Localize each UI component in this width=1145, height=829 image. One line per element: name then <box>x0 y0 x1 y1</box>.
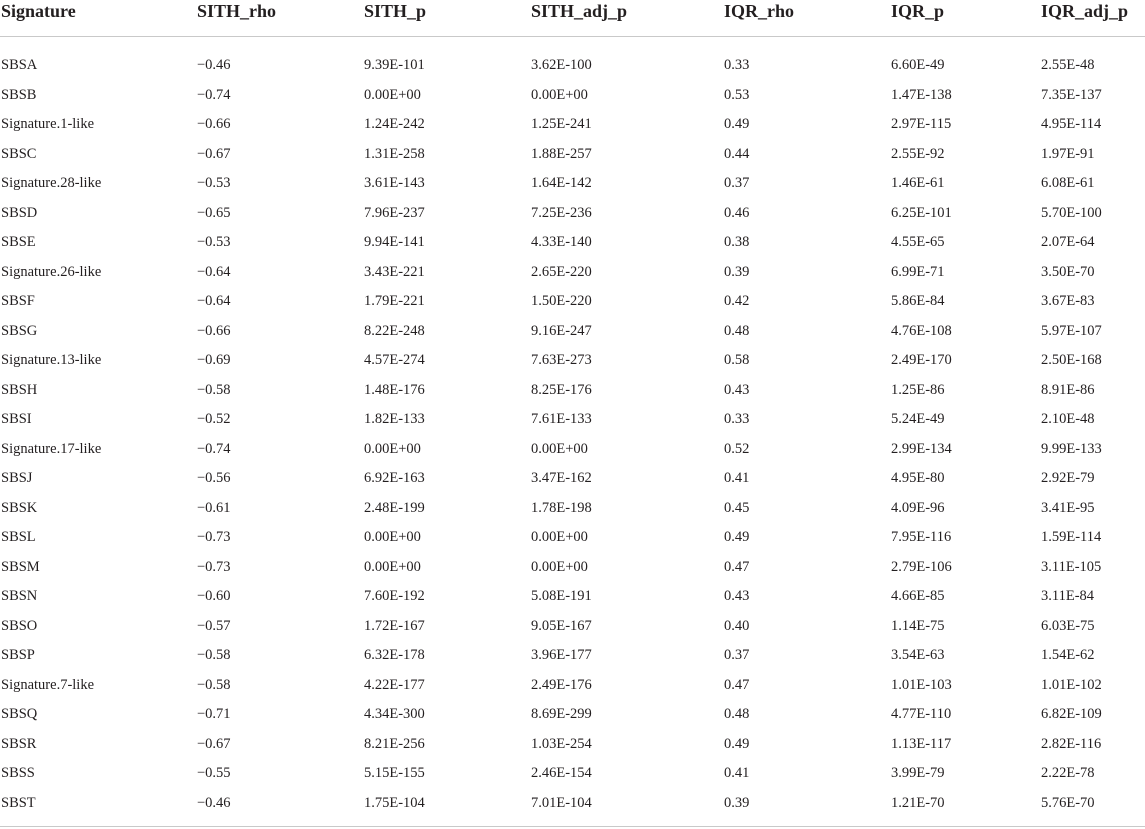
cell-iqr-adj-p: 1.59E-114 <box>1041 529 1102 546</box>
table-row <box>0 199 1145 229</box>
cell-iqr-adj-p: 4.95E-114 <box>1041 116 1102 133</box>
cell-sith-rho: −0.71 <box>197 706 231 723</box>
cell-iqr-p: 4.76E-108 <box>891 322 952 339</box>
cell-sith-p: 3.43E-221 <box>364 263 425 280</box>
cell-iqr-adj-p: 2.10E-48 <box>1041 411 1095 428</box>
cell-sith-adj-p: 0.00E+00 <box>531 440 588 457</box>
table-row <box>0 287 1145 317</box>
cell-sith-adj-p: 1.64E-142 <box>531 175 592 192</box>
cell-iqr-adj-p: 6.03E-75 <box>1041 617 1095 634</box>
cell-iqr-adj-p: 2.07E-64 <box>1041 234 1095 251</box>
table-row <box>0 671 1145 701</box>
cell-sith-rho: −0.65 <box>197 204 231 221</box>
cell-sith-adj-p: 1.78E-198 <box>531 499 592 516</box>
cell-sith-p: 7.96E-237 <box>364 204 425 221</box>
cell-sith-adj-p: 5.08E-191 <box>531 588 592 605</box>
cell-iqr-rho: 0.45 <box>724 499 750 516</box>
cell-sith-adj-p: 1.88E-257 <box>531 145 592 162</box>
cell-iqr-adj-p: 1.97E-91 <box>1041 145 1095 162</box>
cell-iqr-p: 6.60E-49 <box>891 57 945 74</box>
cell-sith-rho: −0.73 <box>197 529 231 546</box>
cell-iqr-rho: 0.52 <box>724 440 750 457</box>
cell-sith-p: 4.34E-300 <box>364 706 425 723</box>
cell-sith-rho: −0.57 <box>197 617 231 634</box>
cell-sith-adj-p: 3.96E-177 <box>531 647 592 664</box>
cell-sith-p: 1.79E-221 <box>364 293 425 310</box>
cell-sith-p: 4.22E-177 <box>364 676 425 693</box>
cell-iqr-rho: 0.39 <box>724 794 750 811</box>
table-row <box>0 553 1145 583</box>
cell-signature: SBSL <box>1 529 36 546</box>
table-header <box>0 0 1145 37</box>
table-row <box>0 582 1145 612</box>
table-row <box>0 789 1145 825</box>
cell-sith-rho: −0.66 <box>197 116 231 133</box>
cell-sith-adj-p: 0.00E+00 <box>531 558 588 575</box>
cell-sith-p: 1.31E-258 <box>364 145 425 162</box>
cell-iqr-adj-p: 1.01E-102 <box>1041 676 1102 693</box>
cell-signature: SBSK <box>1 499 38 516</box>
cell-iqr-rho: 0.49 <box>724 116 750 133</box>
cell-sith-adj-p: 7.61E-133 <box>531 411 592 428</box>
cell-iqr-rho: 0.48 <box>724 322 750 339</box>
cell-sith-rho: −0.64 <box>197 293 231 310</box>
cell-sith-adj-p: 3.47E-162 <box>531 470 592 487</box>
cell-signature: SBSF <box>1 293 35 310</box>
cell-signature: SBSE <box>1 234 36 251</box>
cell-iqr-adj-p: 5.97E-107 <box>1041 322 1102 339</box>
cell-iqr-p: 1.01E-103 <box>891 676 952 693</box>
cell-iqr-rho: 0.44 <box>724 145 750 162</box>
cell-iqr-rho: 0.38 <box>724 234 750 251</box>
cell-iqr-adj-p: 2.50E-168 <box>1041 352 1102 369</box>
cell-sith-rho: −0.58 <box>197 676 231 693</box>
cell-iqr-p: 2.79E-106 <box>891 558 952 575</box>
cell-sith-rho: −0.53 <box>197 175 231 192</box>
cell-sith-p: 6.32E-178 <box>364 647 425 664</box>
cell-iqr-p: 2.49E-170 <box>891 352 952 369</box>
cell-iqr-p: 6.25E-101 <box>891 204 952 221</box>
cell-sith-rho: −0.52 <box>197 411 231 428</box>
cell-sith-rho: −0.56 <box>197 470 231 487</box>
cell-signature: SBSS <box>1 765 35 782</box>
cell-iqr-adj-p: 8.91E-86 <box>1041 381 1095 398</box>
cell-iqr-p: 2.99E-134 <box>891 440 952 457</box>
cell-iqr-adj-p: 2.22E-78 <box>1041 765 1095 782</box>
cell-sith-p: 4.57E-274 <box>364 352 425 369</box>
header-iqr-p: IQR_p <box>891 1 945 21</box>
cell-sith-adj-p: 3.62E-100 <box>531 57 592 74</box>
cell-sith-rho: −0.66 <box>197 322 231 339</box>
cell-iqr-rho: 0.33 <box>724 57 750 74</box>
cell-iqr-rho: 0.41 <box>724 765 750 782</box>
cell-iqr-adj-p: 1.54E-62 <box>1041 647 1095 664</box>
cell-sith-adj-p: 7.63E-273 <box>531 352 592 369</box>
cell-sith-rho: −0.61 <box>197 499 231 516</box>
cell-sith-p: 6.92E-163 <box>364 470 425 487</box>
header-iqr-rho: IQR_rho <box>724 1 795 21</box>
cell-sith-rho: −0.46 <box>197 794 231 811</box>
cell-iqr-p: 1.46E-61 <box>891 175 945 192</box>
cell-sith-adj-p: 9.05E-167 <box>531 617 592 634</box>
cell-sith-p: 2.48E-199 <box>364 499 425 516</box>
table-row <box>0 258 1145 288</box>
cell-iqr-adj-p: 9.99E-133 <box>1041 440 1102 457</box>
cell-iqr-rho: 0.37 <box>724 647 750 664</box>
cell-iqr-rho: 0.37 <box>724 175 750 192</box>
cell-signature: SBST <box>1 794 36 811</box>
table-row <box>0 228 1145 258</box>
cell-iqr-p: 1.25E-86 <box>891 381 945 398</box>
table-row <box>0 464 1145 494</box>
cell-sith-p: 1.48E-176 <box>364 381 425 398</box>
header-iqr-adj-p: IQR_adj_p <box>1041 1 1129 21</box>
cell-signature: Signature.13-like <box>1 352 102 369</box>
cell-iqr-rho: 0.43 <box>724 588 750 605</box>
cell-sith-p: 9.94E-141 <box>364 234 425 251</box>
header-sith-p: SITH_p <box>364 1 427 21</box>
cell-iqr-rho: 0.41 <box>724 470 750 487</box>
table-row <box>0 612 1145 642</box>
cell-signature: Signature.7-like <box>1 676 95 693</box>
cell-signature: SBSP <box>1 647 35 664</box>
cell-iqr-rho: 0.40 <box>724 617 750 634</box>
cell-sith-adj-p: 9.16E-247 <box>531 322 592 339</box>
bottom-rule <box>0 826 1145 827</box>
cell-iqr-rho: 0.48 <box>724 706 750 723</box>
cell-iqr-p: 2.97E-115 <box>891 116 952 133</box>
table-body <box>0 37 1145 825</box>
cell-sith-adj-p: 2.46E-154 <box>531 765 592 782</box>
table-row <box>0 346 1145 376</box>
header-signature: Signature <box>1 1 76 21</box>
cell-signature: SBSB <box>1 86 37 103</box>
cell-iqr-rho: 0.33 <box>724 411 750 428</box>
cell-sith-rho: −0.69 <box>197 352 231 369</box>
cell-sith-p: 0.00E+00 <box>364 440 421 457</box>
cell-signature: SBSN <box>1 588 38 605</box>
cell-sith-adj-p: 0.00E+00 <box>531 86 588 103</box>
cell-signature: SBSI <box>1 411 32 428</box>
cell-signature: SBSD <box>1 204 38 221</box>
cell-iqr-adj-p: 3.11E-84 <box>1041 588 1095 605</box>
cell-sith-rho: −0.74 <box>197 440 231 457</box>
cell-iqr-p: 4.66E-85 <box>891 588 945 605</box>
cell-iqr-rho: 0.58 <box>724 352 750 369</box>
header-sith-rho: SITH_rho <box>197 1 277 21</box>
cell-iqr-p: 1.14E-75 <box>891 617 945 634</box>
cell-sith-p: 7.60E-192 <box>364 588 425 605</box>
table-row <box>0 435 1145 465</box>
cell-signature: SBSA <box>1 57 38 74</box>
cell-signature: SBSR <box>1 735 37 752</box>
cell-signature: SBSO <box>1 617 38 634</box>
table-row <box>0 730 1145 760</box>
cell-iqr-p: 1.21E-70 <box>891 794 945 811</box>
cell-sith-rho: −0.67 <box>197 145 231 162</box>
cell-iqr-p: 2.55E-92 <box>891 145 945 162</box>
cell-sith-rho: −0.74 <box>197 86 231 103</box>
table-row <box>0 523 1145 553</box>
cell-iqr-rho: 0.46 <box>724 204 750 221</box>
cell-sith-p: 1.82E-133 <box>364 411 425 428</box>
cell-iqr-adj-p: 7.35E-137 <box>1041 86 1102 103</box>
table-row <box>0 641 1145 671</box>
cell-iqr-rho: 0.39 <box>724 263 750 280</box>
table-row <box>0 110 1145 140</box>
cell-iqr-p: 6.99E-71 <box>891 263 945 280</box>
cell-sith-adj-p: 1.25E-241 <box>531 116 592 133</box>
cell-sith-p: 0.00E+00 <box>364 529 421 546</box>
cell-iqr-rho: 0.49 <box>724 735 750 752</box>
cell-iqr-p: 4.09E-96 <box>891 499 945 516</box>
table-row <box>0 700 1145 730</box>
cell-iqr-adj-p: 3.67E-83 <box>1041 293 1095 310</box>
cell-sith-p: 9.39E-101 <box>364 57 425 74</box>
cell-iqr-p: 4.55E-65 <box>891 234 945 251</box>
cell-signature: SBSJ <box>1 470 33 487</box>
cell-signature: SBSG <box>1 322 38 339</box>
cell-sith-rho: −0.58 <box>197 381 231 398</box>
cell-signature: Signature.28-like <box>1 175 102 192</box>
table-row <box>0 317 1145 347</box>
cell-sith-adj-p: 7.01E-104 <box>531 794 592 811</box>
cell-signature: SBSM <box>1 558 40 575</box>
cell-iqr-p: 5.86E-84 <box>891 293 945 310</box>
cell-sith-adj-p: 8.69E-299 <box>531 706 592 723</box>
table-row <box>0 405 1145 435</box>
cell-sith-p: 0.00E+00 <box>364 86 421 103</box>
cell-iqr-rho: 0.47 <box>724 676 750 693</box>
cell-sith-rho: −0.73 <box>197 558 231 575</box>
cell-iqr-p: 4.77E-110 <box>891 706 952 723</box>
cell-iqr-p: 7.95E-116 <box>891 529 952 546</box>
cell-iqr-adj-p: 3.41E-95 <box>1041 499 1095 516</box>
cell-sith-rho: −0.46 <box>197 57 231 74</box>
cell-iqr-adj-p: 6.82E-109 <box>1041 706 1102 723</box>
cell-signature: SBSQ <box>1 706 38 723</box>
cell-iqr-rho: 0.42 <box>724 293 750 310</box>
cell-iqr-p: 1.13E-117 <box>891 735 952 752</box>
cell-iqr-adj-p: 3.11E-105 <box>1041 558 1102 575</box>
cell-sith-adj-p: 1.03E-254 <box>531 735 592 752</box>
cell-sith-p: 8.22E-248 <box>364 322 425 339</box>
cell-signature: Signature.17-like <box>1 440 102 457</box>
table-row <box>0 169 1145 199</box>
cell-signature: Signature.1-like <box>1 116 95 133</box>
cell-signature: SBSC <box>1 145 37 162</box>
cell-sith-rho: −0.55 <box>197 765 231 782</box>
table-row <box>0 759 1145 789</box>
cell-iqr-adj-p: 5.70E-100 <box>1041 204 1102 221</box>
cell-sith-adj-p: 4.33E-140 <box>531 234 592 251</box>
cell-sith-p: 1.24E-242 <box>364 116 425 133</box>
cell-iqr-rho: 0.47 <box>724 558 750 575</box>
cell-sith-p: 0.00E+00 <box>364 558 421 575</box>
cell-iqr-p: 3.54E-63 <box>891 647 945 664</box>
cell-iqr-adj-p: 2.82E-116 <box>1041 735 1102 752</box>
cell-sith-p: 1.72E-167 <box>364 617 425 634</box>
cell-sith-rho: −0.60 <box>197 588 231 605</box>
cell-sith-adj-p: 2.49E-176 <box>531 676 592 693</box>
cell-iqr-adj-p: 2.55E-48 <box>1041 57 1095 74</box>
cell-sith-adj-p: 0.00E+00 <box>531 529 588 546</box>
cell-signature: Signature.26-like <box>1 263 102 280</box>
cell-sith-adj-p: 2.65E-220 <box>531 263 592 280</box>
cell-iqr-rho: 0.49 <box>724 529 750 546</box>
table-row <box>0 37 1145 81</box>
cell-iqr-p: 5.24E-49 <box>891 411 945 428</box>
cell-iqr-adj-p: 5.76E-70 <box>1041 794 1095 811</box>
cell-iqr-p: 4.95E-80 <box>891 470 945 487</box>
cell-signature: SBSH <box>1 381 38 398</box>
header-row <box>0 0 1145 37</box>
cell-sith-p: 3.61E-143 <box>364 175 425 192</box>
header-sith-adj-p: SITH_adj_p <box>531 1 628 21</box>
cell-sith-adj-p: 1.50E-220 <box>531 293 592 310</box>
cell-sith-rho: −0.64 <box>197 263 231 280</box>
cell-iqr-rho: 0.43 <box>724 381 750 398</box>
cell-sith-p: 8.21E-256 <box>364 735 425 752</box>
cell-sith-rho: −0.53 <box>197 234 231 251</box>
cell-iqr-rho: 0.53 <box>724 86 750 103</box>
cell-sith-rho: −0.67 <box>197 735 231 752</box>
cell-sith-rho: −0.58 <box>197 647 231 664</box>
cell-sith-p: 5.15E-155 <box>364 765 425 782</box>
table-row <box>0 140 1145 170</box>
cell-sith-adj-p: 7.25E-236 <box>531 204 592 221</box>
table-row <box>0 376 1145 406</box>
table-row <box>0 494 1145 524</box>
cell-sith-adj-p: 8.25E-176 <box>531 381 592 398</box>
cell-iqr-adj-p: 6.08E-61 <box>1041 175 1095 192</box>
cell-sith-p: 1.75E-104 <box>364 794 425 811</box>
cell-iqr-adj-p: 2.92E-79 <box>1041 470 1095 487</box>
cell-iqr-p: 1.47E-138 <box>891 86 952 103</box>
cell-iqr-adj-p: 3.50E-70 <box>1041 263 1095 280</box>
table-row <box>0 81 1145 111</box>
cell-iqr-p: 3.99E-79 <box>891 765 945 782</box>
